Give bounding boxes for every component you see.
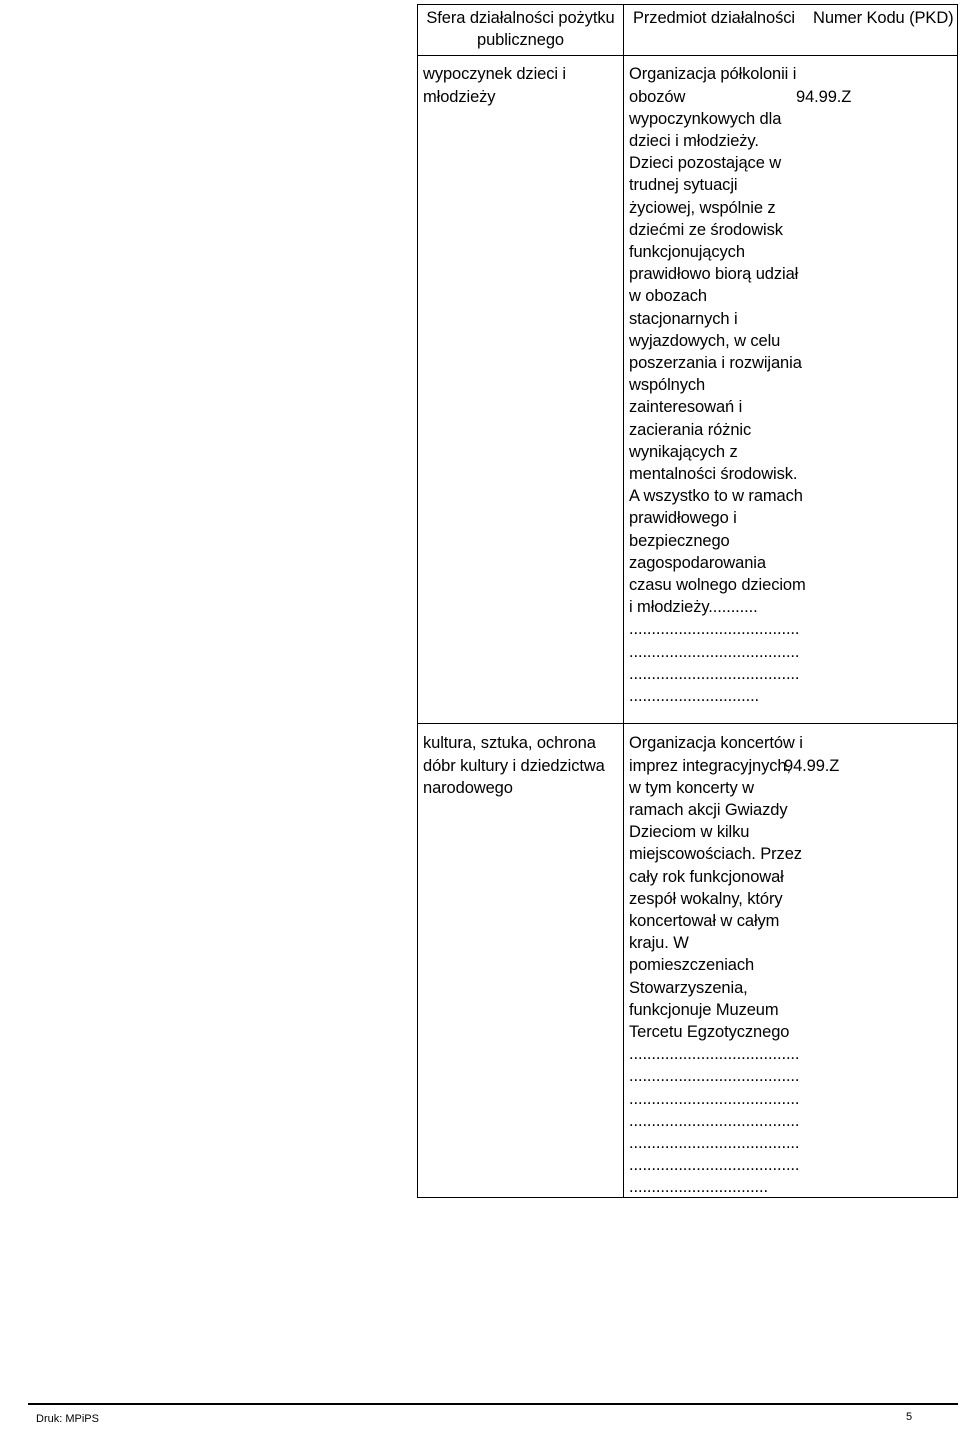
table-header-row <box>418 5 957 55</box>
table-row <box>418 55 957 723</box>
activity-table <box>417 4 958 1198</box>
header-przedmiot: Przedmiot działalności <box>633 9 795 27</box>
row-przedmiot <box>624 56 810 723</box>
przedmiot-text: Organizacja koncertów i imprez integracyjnych, w tym koncerty w ramach akcji Gwiazdy Dzieciom w kilku miejscowościach. Przez cały rok funkcjonował zespół wokalny, który koncertował w całym kraju. W pomieszczeniach Stowarzyszenia, funkcjonuje Muzeum Tercetu Egzotycznego <box>629 734 803 1042</box>
przedmiot-text: Organizacja półkolonii i obozów wypoczynkowych dla dzieci i młodzieży. Dzieci pozostające w trudnej sytuacji życiowej, wspólnie z dziećmi ze środowisk funkcjonujących prawidłowo biorą udział w obozach stacjonarnych i wyjazdowych, w celu poszerzania i rozwijania wspólnych zainteresowań i zacierania różnic wynikających z mentalności środowisk. A wszystko to w ramach prawidłowego i bezpiecznego zagospodarowania czasu wolnego dzieciom i młodzieży........... <box>629 65 806 617</box>
kod-value: 94.99.Z <box>796 87 852 106</box>
header-sfera: Sfera działalności pożytku publicznego <box>418 5 624 55</box>
table-row <box>418 723 957 1197</box>
footer-divider <box>28 1403 958 1405</box>
row-kod <box>784 724 957 1197</box>
kod-value: 94.99.Z <box>784 756 840 775</box>
row-sfera: wypoczynek dzieci i młodzieży <box>418 56 624 723</box>
page-number: 5 <box>906 1411 913 1423</box>
row-kod <box>796 56 957 723</box>
przedmiot-dots: ...................................... ...................................... ...................................... ............................. <box>629 620 800 706</box>
footer-print-label: Druk: MPiPS <box>36 1413 99 1425</box>
przedmiot-dots: ...................................... ...................................... ...................................... ...................................... ...................................... ...................................... ............................... <box>629 1045 800 1197</box>
row-sfera: kultura, sztuka, ochrona dóbr kultury i dziedzictwa narodowego <box>418 724 624 1197</box>
header-kod: Numer Kodu (PKD) <box>813 9 954 27</box>
row-przedmiot <box>624 724 810 1197</box>
